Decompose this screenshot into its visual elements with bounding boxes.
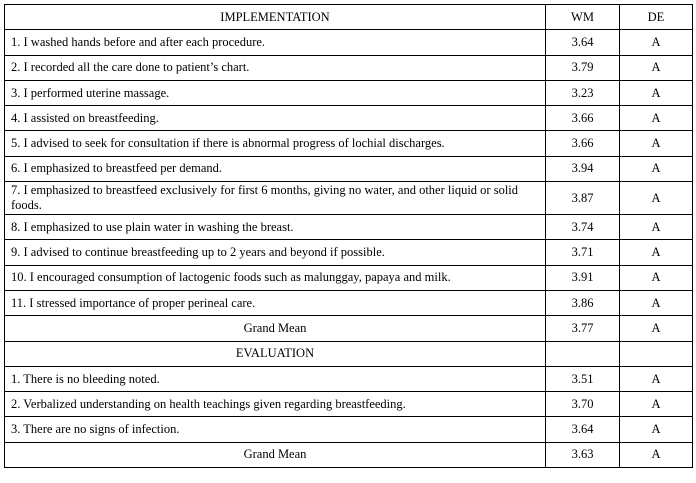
table-row xyxy=(5,131,693,156)
results-table xyxy=(4,4,693,468)
table-row xyxy=(5,366,693,391)
header-row xyxy=(5,5,693,30)
table-row xyxy=(5,290,693,315)
wm-column-header: WM xyxy=(546,5,620,30)
de-cell: A xyxy=(620,156,693,181)
table-row xyxy=(5,55,693,80)
wm-cell: 3.23 xyxy=(546,80,620,105)
table-row xyxy=(5,265,693,290)
item-cell: 9. I advised to continue breastfeeding up to 2 years and beyond if possible. xyxy=(5,240,546,265)
de-cell: A xyxy=(620,290,693,315)
grand-mean-label: Grand Mean xyxy=(5,316,546,341)
de-cell: A xyxy=(620,215,693,240)
de-cell: A xyxy=(620,417,693,442)
de-cell: A xyxy=(620,106,693,131)
wm-cell: 3.79 xyxy=(546,55,620,80)
grand-mean-row xyxy=(5,316,693,341)
evaluation-heading: EVALUATION xyxy=(5,341,546,366)
wm-cell: 3.51 xyxy=(546,366,620,391)
item-cell: 2. I recorded all the care done to patient’s chart. xyxy=(5,55,546,80)
de-cell: A xyxy=(620,182,693,215)
item-cell: 2. Verbalized understanding on health teachings given regarding breastfeeding. xyxy=(5,392,546,417)
grand-mean-de: A xyxy=(620,442,693,467)
implementation-heading: IMPLEMENTATION xyxy=(5,5,546,30)
empty-cell xyxy=(546,341,620,366)
grand-mean-wm: 3.63 xyxy=(546,442,620,467)
wm-cell: 3.94 xyxy=(546,156,620,181)
de-cell: A xyxy=(620,80,693,105)
wm-cell: 3.91 xyxy=(546,265,620,290)
grand-mean-wm: 3.77 xyxy=(546,316,620,341)
empty-cell xyxy=(620,341,693,366)
de-cell: A xyxy=(620,392,693,417)
table-row xyxy=(5,156,693,181)
wm-cell: 3.87 xyxy=(546,182,620,215)
table-row xyxy=(5,240,693,265)
table-row xyxy=(5,417,693,442)
item-cell: 6. I emphasized to breastfeed per demand. xyxy=(5,156,546,181)
item-cell: 7. I emphasized to breastfeed exclusively for first 6 months, giving no water, and other liquid or solid foods. xyxy=(5,182,546,215)
item-cell: 10. I encouraged consumption of lactogenic foods such as malunggay, papaya and milk. xyxy=(5,265,546,290)
table-row xyxy=(5,106,693,131)
wm-cell: 3.71 xyxy=(546,240,620,265)
item-cell: 3. There are no signs of infection. xyxy=(5,417,546,442)
de-column-header: DE xyxy=(620,5,693,30)
item-cell: 1. There is no bleeding noted. xyxy=(5,366,546,391)
table-row xyxy=(5,30,693,55)
item-cell: 1. I washed hands before and after each procedure. xyxy=(5,30,546,55)
grand-mean-label: Grand Mean xyxy=(5,442,546,467)
section-heading-row xyxy=(5,341,693,366)
item-cell: 3. I performed uterine massage. xyxy=(5,80,546,105)
de-cell: A xyxy=(620,131,693,156)
grand-mean-de: A xyxy=(620,316,693,341)
table-row xyxy=(5,215,693,240)
item-cell: 8. I emphasized to use plain water in washing the breast. xyxy=(5,215,546,240)
wm-cell: 3.86 xyxy=(546,290,620,315)
wm-cell: 3.66 xyxy=(546,131,620,156)
wm-cell: 3.66 xyxy=(546,106,620,131)
item-cell: 5. I advised to seek for consultation if there is abnormal progress of lochial discharges. xyxy=(5,131,546,156)
wm-cell: 3.70 xyxy=(546,392,620,417)
item-cell: 4. I assisted on breastfeeding. xyxy=(5,106,546,131)
wm-cell: 3.64 xyxy=(546,417,620,442)
table-row xyxy=(5,392,693,417)
wm-cell: 3.74 xyxy=(546,215,620,240)
de-cell: A xyxy=(620,265,693,290)
wm-cell: 3.64 xyxy=(546,30,620,55)
item-cell: 11. I stressed importance of proper perineal care. xyxy=(5,290,546,315)
grand-mean-row xyxy=(5,442,693,467)
de-cell: A xyxy=(620,55,693,80)
table-row xyxy=(5,80,693,105)
de-cell: A xyxy=(620,240,693,265)
de-cell: A xyxy=(620,366,693,391)
table-row xyxy=(5,182,693,215)
de-cell: A xyxy=(620,30,693,55)
